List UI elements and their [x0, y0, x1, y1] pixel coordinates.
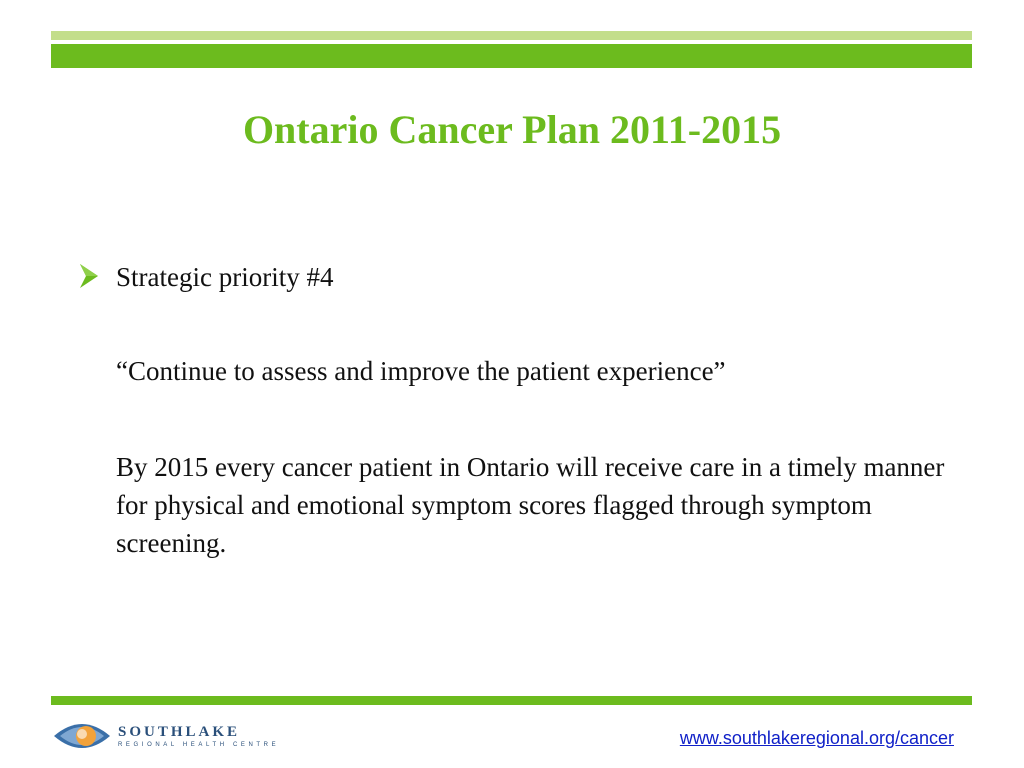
website-link[interactable]: www.southlakeregional.org/cancer: [679, 728, 954, 748]
eye-logo-icon: [52, 712, 112, 760]
top-accent-bar-light: [51, 31, 972, 40]
logo-subtitle: REGIONAL HEALTH CENTRE: [118, 741, 280, 748]
slide-title: Ontario Cancer Plan 2011-2015: [242, 107, 782, 152]
top-accent-bar: [51, 44, 972, 68]
bullet-item: [78, 258, 333, 296]
bullet-text: Strategic priority #4: [116, 262, 334, 292]
body-text: By 2015 every cancer patient in Ontario will receive care in a timely manner for physical and emotional symptom scores flagged through symptom screening.: [116, 452, 945, 558]
quote-text: “Continue to assess and improve the patient experience”: [116, 356, 726, 386]
southlake-logo: [52, 712, 279, 760]
logo-name: SOUTHLAKE: [118, 723, 241, 740]
bottom-accent-bar: [51, 696, 972, 705]
arrow-bullet-icon: [78, 262, 100, 290]
